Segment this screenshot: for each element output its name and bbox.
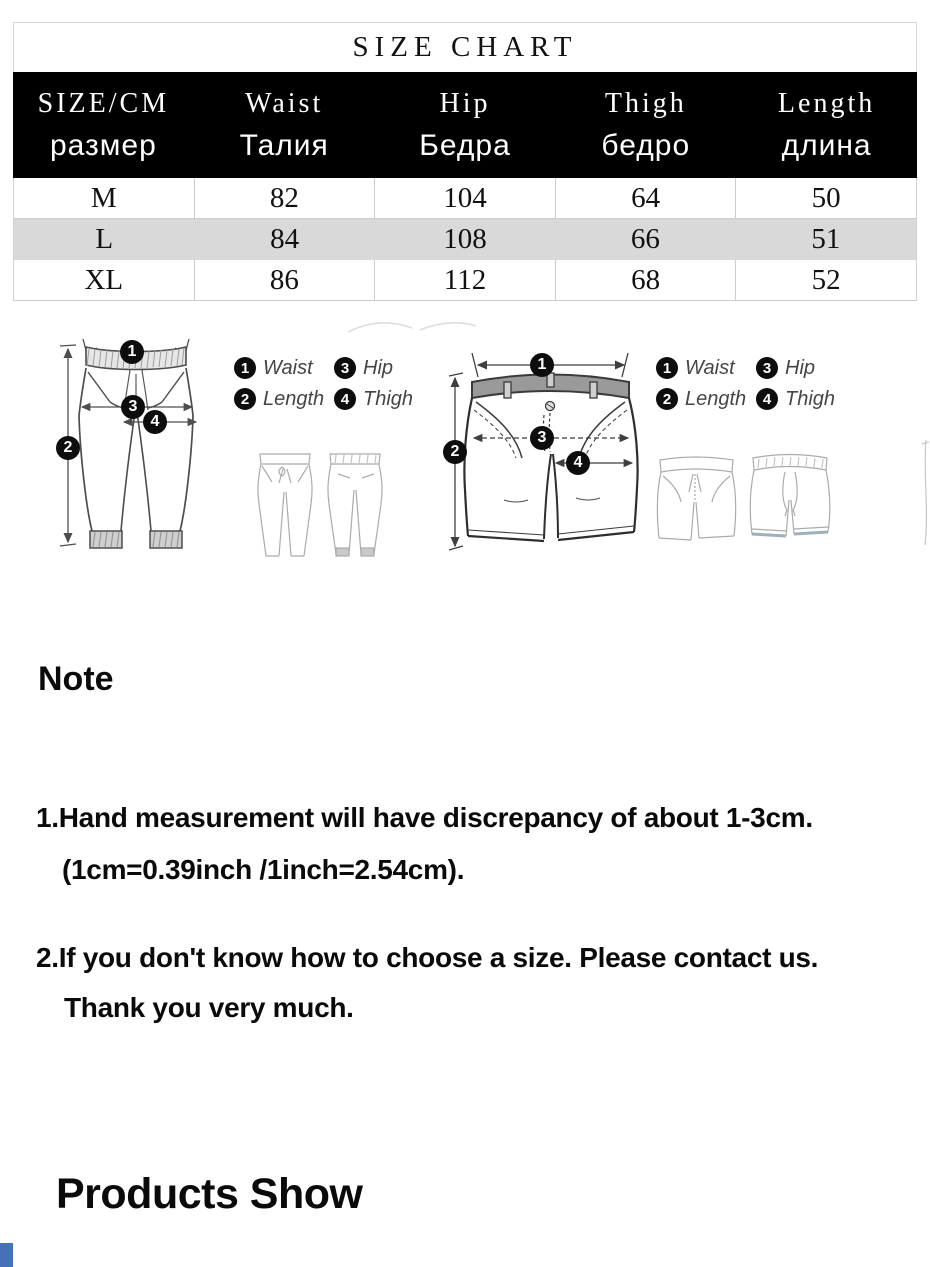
legend-item-thigh [756, 387, 835, 411]
cell-hip: 104 [375, 178, 556, 218]
shorts-measure-legend [656, 356, 835, 411]
note-line-2: (1cm=0.39inch /1inch=2.54cm). [62, 854, 465, 885]
measure-3-badge: 3 [334, 357, 356, 379]
legend-label: Thigh [785, 387, 836, 410]
pants-measure-legend [234, 356, 413, 411]
cell-hip: 112 [375, 260, 556, 300]
shorts-measure-diagram [448, 340, 653, 575]
header-ru: Бедра [419, 128, 511, 162]
cell-length: 51 [811, 222, 841, 255]
shorts-length-badge: 2 [443, 440, 467, 464]
header-en: Length [777, 87, 876, 119]
note-line-1: 1.Hand measurement will have discrepancy of about 1-3cm. [36, 802, 813, 833]
legend-label: Waist [685, 356, 735, 379]
table-row-l-highlighted [14, 219, 916, 260]
size-chart-title-box [13, 22, 917, 73]
table-row-m [14, 178, 916, 219]
measure-2-badge: 2 [234, 388, 256, 410]
header-cell-thigh [555, 72, 736, 178]
cell-thigh: 64 [556, 178, 737, 218]
cell-thigh: 68 [556, 260, 737, 300]
legend-label: Length [263, 387, 325, 410]
cell-waist: 86 [195, 260, 376, 300]
cell-hip: 108 [443, 222, 487, 255]
page-title: SIZE CHART [352, 31, 578, 63]
header-en: Thigh [604, 87, 687, 119]
measure-4-badge: 4 [334, 388, 356, 410]
legend-item-waist [656, 356, 756, 380]
size-table-header [13, 72, 917, 178]
cell-length: 50 [811, 181, 841, 214]
header-en: Hip [439, 87, 491, 119]
legend-item-length [656, 387, 756, 411]
cell-thigh: 66 [630, 222, 660, 255]
header-ru: бедро [601, 128, 691, 162]
shorts-hip-badge: 3 [530, 426, 554, 450]
pants-waist-badge: 1 [120, 340, 144, 364]
legend-label: Hip [363, 356, 394, 379]
note-heading: Note [38, 660, 114, 698]
header-en: Waist [245, 87, 324, 119]
header-ru: размер [50, 128, 157, 162]
legend-item-hip [756, 356, 835, 380]
shorts-thigh-badge: 4 [566, 451, 590, 475]
header-ru: Талия [239, 128, 329, 162]
measure-3-badge: 3 [756, 357, 778, 379]
header-cell-size [13, 72, 194, 178]
legend-label: Waist [263, 356, 313, 379]
legend-item-hip [334, 356, 413, 380]
measure-2-badge: 2 [656, 388, 678, 410]
faint-sketch-fragment [340, 312, 480, 342]
legend-label: Thigh [363, 387, 414, 410]
header-cell-hip [375, 72, 556, 178]
pants-thigh-badge: 4 [143, 410, 167, 434]
legend-item-waist [234, 356, 334, 380]
note-line-3: 2.If you don't know how to choose a size. Please contact us. [36, 942, 819, 973]
table-row-xl [14, 260, 916, 301]
legend-item-thigh [334, 387, 413, 411]
cell-size: XL [14, 260, 195, 300]
pants-length-badge: 2 [56, 436, 80, 460]
measure-1-badge: 1 [656, 357, 678, 379]
header-en: SIZE/CM [37, 87, 170, 119]
cell-length: 52 [811, 263, 841, 296]
legend-label: Length [685, 387, 747, 410]
cell-waist: 84 [270, 222, 300, 255]
header-ru: длина [781, 128, 872, 162]
measure-4-badge: 4 [756, 388, 778, 410]
measure-1-badge: 1 [234, 357, 256, 379]
pants-hip-badge: 3 [121, 395, 145, 419]
shorts-front-back-sketches [655, 450, 835, 550]
legend-label: Hip [785, 356, 816, 379]
faint-right-edge-fragment [920, 440, 930, 545]
cell-waist: 82 [195, 178, 376, 218]
shorts-waist-badge: 1 [530, 353, 554, 377]
products-show-heading: Products Show [56, 1170, 363, 1218]
cell-size: M [14, 178, 195, 218]
note-line-4: Thank you very much. [64, 992, 354, 1023]
truncated-next-image-fragment [0, 1243, 13, 1267]
pants-front-back-sketches [252, 444, 387, 564]
size-table-body [13, 178, 917, 301]
header-cell-waist [194, 72, 375, 178]
cell-size: L [95, 222, 114, 255]
legend-item-length [234, 387, 334, 411]
header-cell-length [736, 72, 917, 178]
